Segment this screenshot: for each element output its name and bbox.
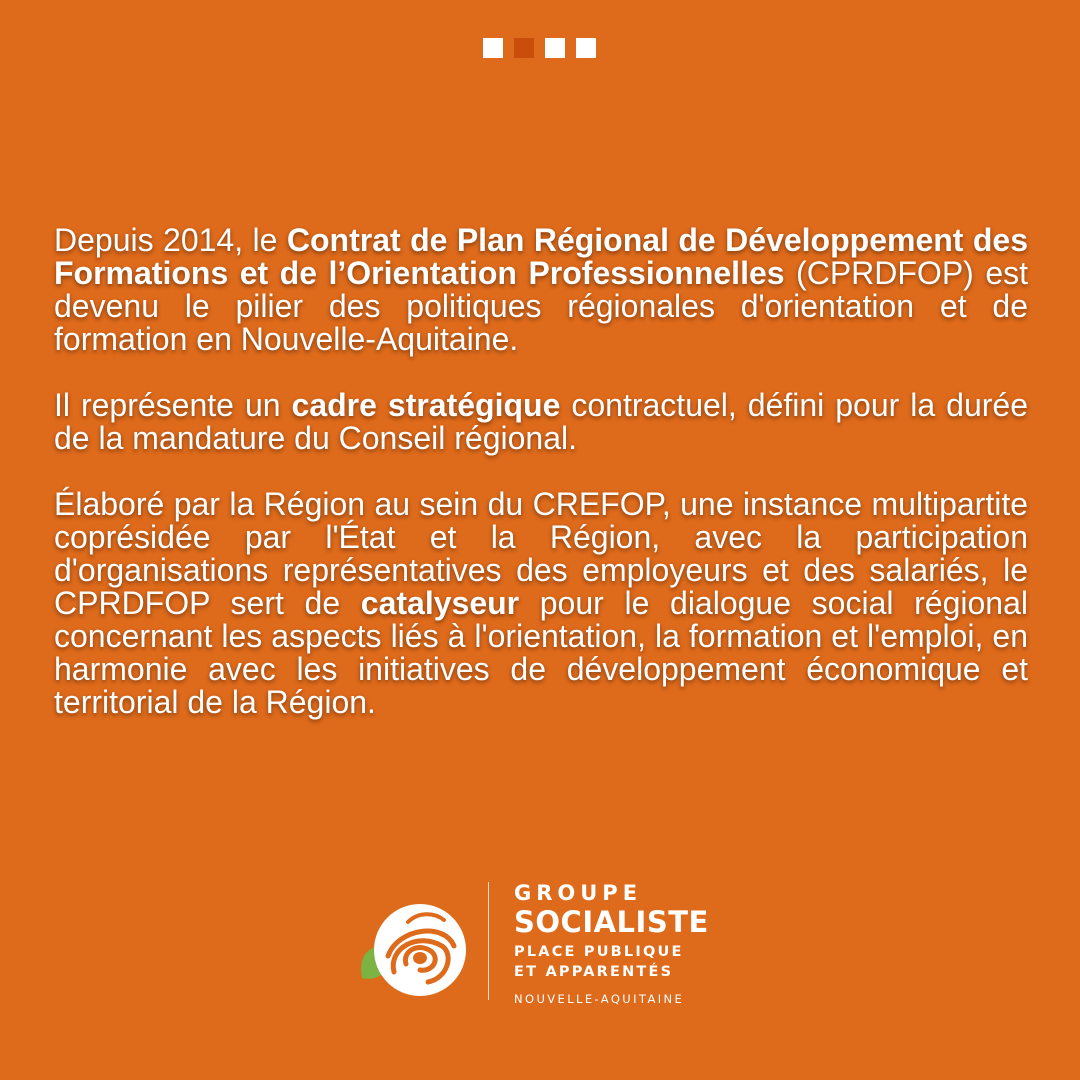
carousel-pager xyxy=(483,38,596,58)
logo-line-place-publique: PLACE PUBLIQUE xyxy=(514,944,684,960)
paragraph-3-rest: pour le dialogue social régional concernant les aspects liés à l'orientation, la formation et l'emploi, en harmonie avec les initiatives de développement économique et territorial de la Région. xyxy=(54,585,1029,720)
logo-line-region: NOUVELLE-AQUITAINE xyxy=(514,992,685,1006)
paragraph-1-rest: (CPRDFOP) est devenu le pilier des politiques régionales d'orientation et de formation en Nouvelle-Aquitaine. xyxy=(54,255,1029,357)
paragraph-3-intro: Élaboré par la Région au sein du CREFOP, une instance multipartite coprésidée par l'État et la Région, avec la participation d'organisations représentatives des employeurs et des salariés, le CPRDFOP sert de xyxy=(54,486,1028,621)
pager-dot-2-active[interactable] xyxy=(514,38,534,58)
pager-dot-3[interactable] xyxy=(545,38,565,58)
pager-dot-1[interactable] xyxy=(483,38,503,58)
logo-line-apparentes: ET APPARENTÉS xyxy=(514,964,674,980)
group-logo xyxy=(358,880,738,1005)
paragraph-2-emphasis: cadre stratégique xyxy=(291,387,561,423)
paragraph-1-emphasis: Contrat de Plan Régional de Développement des Formations et de l’Orientation Professionnelles xyxy=(54,222,1029,291)
body-text xyxy=(54,224,1028,752)
logo-wordmark xyxy=(514,880,709,1007)
logo-line-socialiste: SOCIALISTE xyxy=(514,905,709,939)
paragraph-2-rest: contractuel, défini pour la durée de la mandature du Conseil régional. xyxy=(54,387,1029,456)
paragraph-1 xyxy=(54,224,1028,356)
logo-divider xyxy=(488,882,489,1000)
logo-line-groupe: GROUPE xyxy=(514,881,643,905)
paragraph-2 xyxy=(54,389,1028,455)
paragraph-3 xyxy=(54,488,1028,719)
paragraph-1-intro: Depuis 2014, le xyxy=(54,222,287,258)
rose-icon xyxy=(358,898,470,998)
paragraph-2-intro: Il représente un xyxy=(54,387,292,423)
paragraph-3-emphasis: catalyseur xyxy=(360,585,520,621)
pager-dot-4[interactable] xyxy=(576,38,596,58)
